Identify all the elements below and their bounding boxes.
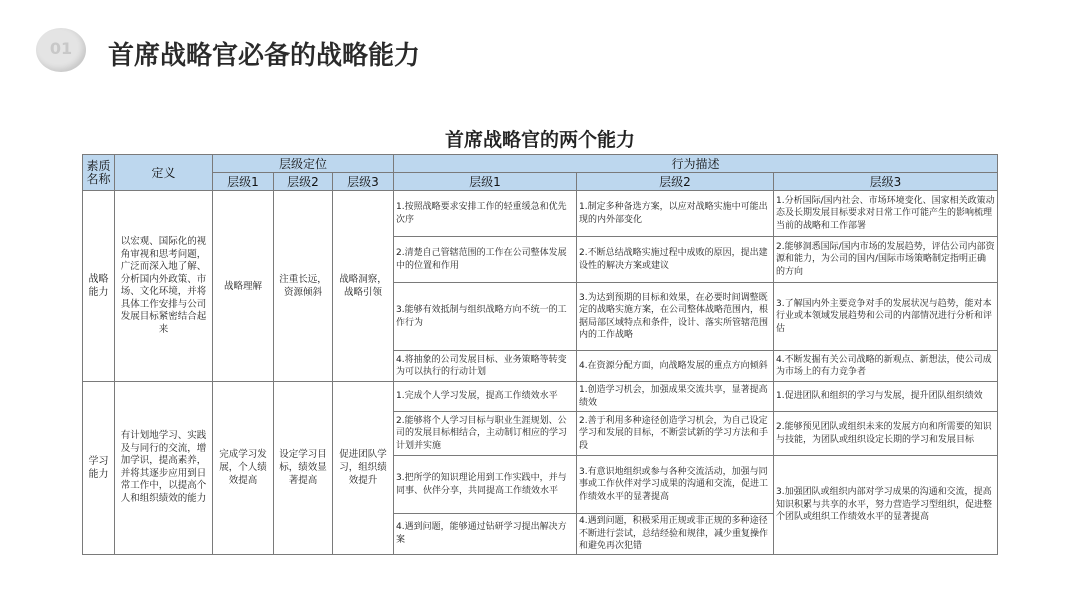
page-title: 首席战略官必备的战略能力 <box>108 41 421 71</box>
header-position-level-2: 层级2 <box>274 173 333 191</box>
table-title: 首席战略官的两个能力 <box>444 129 635 151</box>
behavior-cell: 3.能够有效抵制与组织战略方向不统一的工作行为 <box>394 283 577 351</box>
position-level-3: 战略洞察，战略引领 <box>333 191 394 382</box>
behavior-cell: 2.善于利用多种途径创造学习机会，为自己设定学习和发展的目标，不断尝试新的学习方法和手段 <box>577 412 774 456</box>
behavior-cell: 4.将抽象的公司发展目标、业务策略等转变为可以执行的行动计划 <box>394 351 577 382</box>
header-level-position: 层级定位 <box>213 155 394 173</box>
header-behavior-level-1: 层级1 <box>394 173 577 191</box>
position-level-1: 完成学习发展，个人绩效提高 <box>213 382 274 555</box>
behavior-cell: 2.清楚自己管辖范围的工作在公司整体发展中的位置和作用 <box>394 237 577 283</box>
position-level-1: 战略理解 <box>213 191 274 382</box>
position-level-2: 设定学习目标，绩效显著提高 <box>274 382 333 555</box>
behavior-cell: 4.不断发掘有关公司战略的新观点、新想法，使公司成为市场上的有力竞争者 <box>774 351 998 382</box>
slide-number: 01 <box>49 39 73 58</box>
position-level-2: 注重长远，资源倾斜 <box>274 191 333 382</box>
table-row <box>83 191 998 237</box>
behavior-cell: 2.不断总结战略实施过程中成败的原因，提出建设性的解决方案或建议 <box>577 237 774 283</box>
header-definition: 定义 <box>115 155 213 191</box>
header-position-level-1: 层级1 <box>213 173 274 191</box>
behavior-cell: 1.创造学习机会，加强成果交流共享，显著提高绩效 <box>577 382 774 412</box>
capability-definition: 以宏观、国际化的视角审视和思考问题，广泛而深入地了解、分析国内外政策、市场、文化环境，并将具体工作安排与公司发展目标紧密结合起来 <box>115 191 213 382</box>
behavior-cell: 4.遇到问题，积极采用正规或非正规的多种途径不断进行尝试，总结经验和规律，减少重复操作和避免再次犯错 <box>577 514 774 555</box>
behavior-cell: 4.在资源分配方面，向战略发展的重点方向倾斜 <box>577 351 774 382</box>
behavior-cell: 1.分析国际/国内社会、市场环境变化、国家相关政策动态及长期发展目标要求对日常工作可能产生的影响梳理当前的战略和工作部署 <box>774 191 998 237</box>
header-behavior-level-3: 层级3 <box>774 173 998 191</box>
behavior-cell: 3.把所学的知识理论用到工作实践中，并与同事、伙伴分享，共同提高工作绩效水平 <box>394 456 577 514</box>
behavior-cell: 4.遇到问题，能够通过钻研学习提出解决方案 <box>394 514 577 555</box>
behavior-cell: 1.按照战略要求安排工作的轻重缓急和优先次序 <box>394 191 577 237</box>
capability-definition: 有计划地学习、实践及与同行的交流，增加学识，提高素养，并将其逐步应用到日常工作中，以提高个人和组织绩效的能力 <box>115 382 213 555</box>
capability-table <box>82 154 998 555</box>
behavior-cell: 2.能够预见团队或组织未来的发展方向和所需要的知识与技能，为团队或组织设定长期的学习和发展目标 <box>774 412 998 456</box>
slide-number-badge <box>36 28 86 72</box>
header-behavior-level-2: 层级2 <box>577 173 774 191</box>
position-level-3: 促进团队学习，组织绩效提升 <box>333 382 394 555</box>
behavior-cell: 2.能够将个人学习目标与职业生涯规划、公司的发展目标相结合，主动制订相应的学习计划并实施 <box>394 412 577 456</box>
capability-name: 学习能力 <box>83 382 115 555</box>
behavior-cell: 1.完成个人学习发展，提高工作绩效水平 <box>394 382 577 412</box>
behavior-cell: 1.制定多种备选方案，以应对战略实施中可能出现的内外部变化 <box>577 191 774 237</box>
behavior-cell: 3.有意识地组织或参与各种交流活动，加强与同事或工作伙伴对学习成果的沟通和交流，促进工作绩效水平的显著提高 <box>577 456 774 514</box>
behavior-cell: 3.为达到预期的目标和效果，在必要时间调整既定的战略实施方案，在公司整体战略范围内，根据局部区域特点和条件，设计、落实所管辖范围内的工作战略 <box>577 283 774 351</box>
behavior-cell: 3.加强团队或组织内部对学习成果的沟通和交流，提高知识积累与共享的水平，努力营造学习型组织，促进整个团队或组织工作绩效水平的显著提高 <box>774 456 998 555</box>
capability-name: 战略能力 <box>83 191 115 382</box>
header-quality-name: 素质名称 <box>83 155 115 191</box>
behavior-cell: 2.能够洞悉国际/国内市场的发展趋势，评估公司内部资源和能力，为公司的国内/国际市场策略制定指明正确的方向 <box>774 237 998 283</box>
header-behavior: 行为描述 <box>394 155 998 173</box>
behavior-cell: 3.了解国内外主要竞争对手的发展状况与趋势，能对本行业或本领域发展趋势和公司的内部情况进行分析和评估 <box>774 283 998 351</box>
header-position-level-3: 层级3 <box>333 173 394 191</box>
table-row <box>83 382 998 412</box>
behavior-cell: 1.促进团队和组织的学习与发展，提升团队组织绩效 <box>774 382 998 412</box>
